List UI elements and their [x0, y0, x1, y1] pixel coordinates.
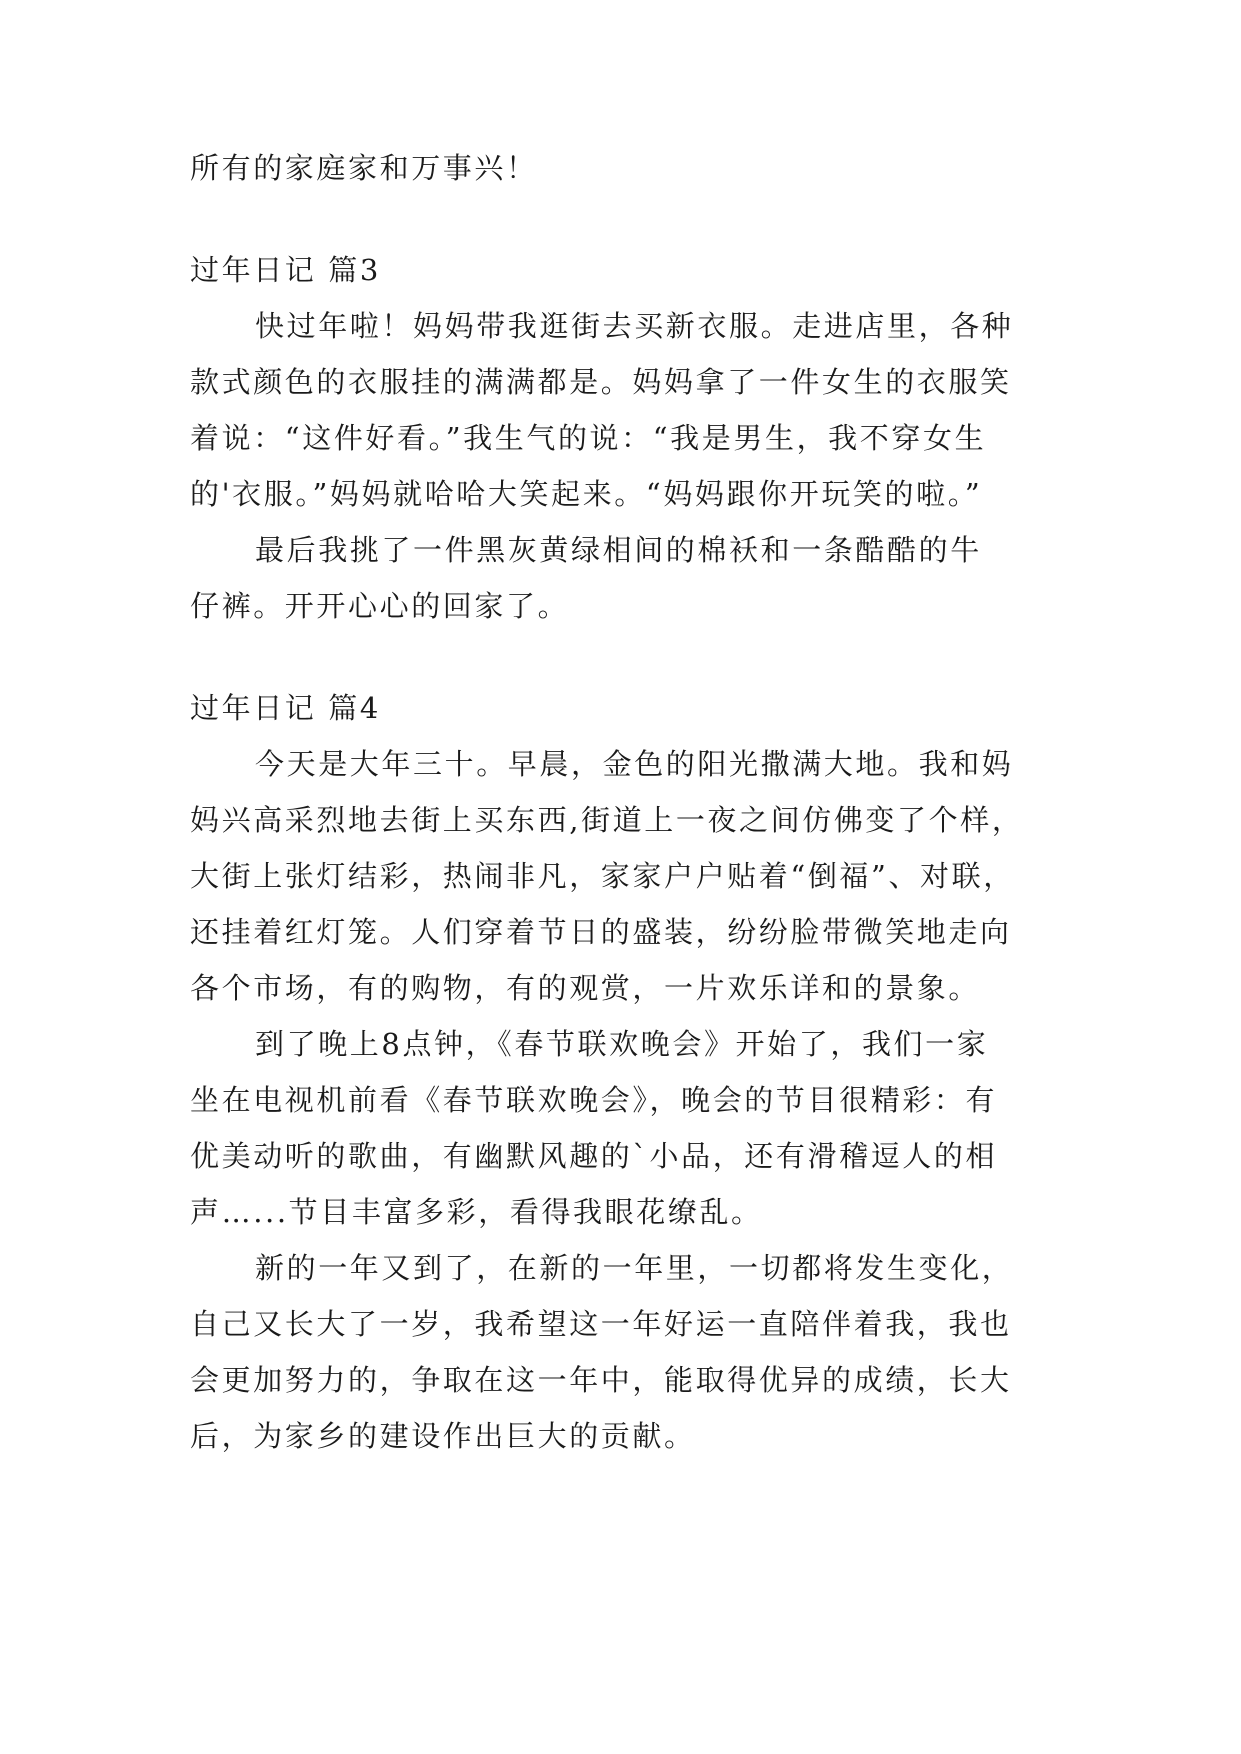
paragraph-line: 新的一年又到了，在新的一年里，一切都将发生变化， — [255, 1251, 1014, 1285]
paragraph-line: 妈兴高采烈地去街上买东西,街道上一夜之间仿佛变了个样， — [190, 803, 1024, 837]
closing-line: 所有的家庭家和万事兴！ — [190, 151, 538, 185]
paragraph-line: 今天是大年三十。早晨，金色的阳光撒满大地。我和妈 — [255, 747, 1014, 781]
paragraph-line: 的'衣服。”妈妈就哈哈大笑起来。“妈妈跟你开玩笑的啦。” — [190, 477, 983, 511]
paragraph-line: 自己又长大了一岁，我希望这一年好运一直陪伴着我，我也 — [190, 1307, 1012, 1341]
paragraph-line: 各个市场，有的购物，有的观赏，一片欢乐详和的景象。 — [190, 971, 981, 1005]
paragraph-line: 还挂着红灯笼。人们穿着节日的盛装，纷纷脸带微笑地走向 — [190, 915, 1012, 949]
paragraph-line: 到了晚上8点钟，《春节联欢晚会》开始了，我们一家 — [255, 1027, 989, 1061]
paragraph-line: 着说：“这件好看。”我生气的说：“我是男生，我不穿女生 — [190, 421, 987, 455]
section-heading-4: 过年日记 篇4 — [190, 691, 381, 725]
paragraph-line: 坐在电视机前看《春节联欢晚会》，晚会的节目很精彩：有 — [190, 1083, 998, 1117]
section-heading-3: 过年日记 篇3 — [190, 253, 381, 287]
paragraph-line: 会更加努力的，争取在这一年中，能取得优异的成绩，长大 — [190, 1363, 1012, 1397]
paragraph-line: 后，为家乡的建设作出巨大的贡献。 — [190, 1419, 696, 1453]
paragraph-line: 款式颜色的衣服挂的满满都是。妈妈拿了一件女生的衣服笑 — [190, 365, 1012, 399]
paragraph-line: 大街上张灯结彩，热闹非凡，家家户户贴着“倒福”、对联， — [190, 859, 1015, 893]
paragraph-line: 声…...节目丰富多彩，看得我眼花缭乱。 — [190, 1195, 763, 1229]
paragraph-line: 最后我挑了一件黑灰黄绿相间的棉袄和一条酷酷的牛 — [255, 533, 982, 567]
paragraph-line: 仔裤。开开心心的回家了。 — [190, 589, 570, 623]
paragraph-line: 优美动听的歌曲，有幽默风趣的`小品，还有滑稽逗人的相 — [190, 1139, 998, 1173]
paragraph-line: 快过年啦！妈妈带我逛街去买新衣服。走进店里，各种 — [255, 309, 1014, 343]
